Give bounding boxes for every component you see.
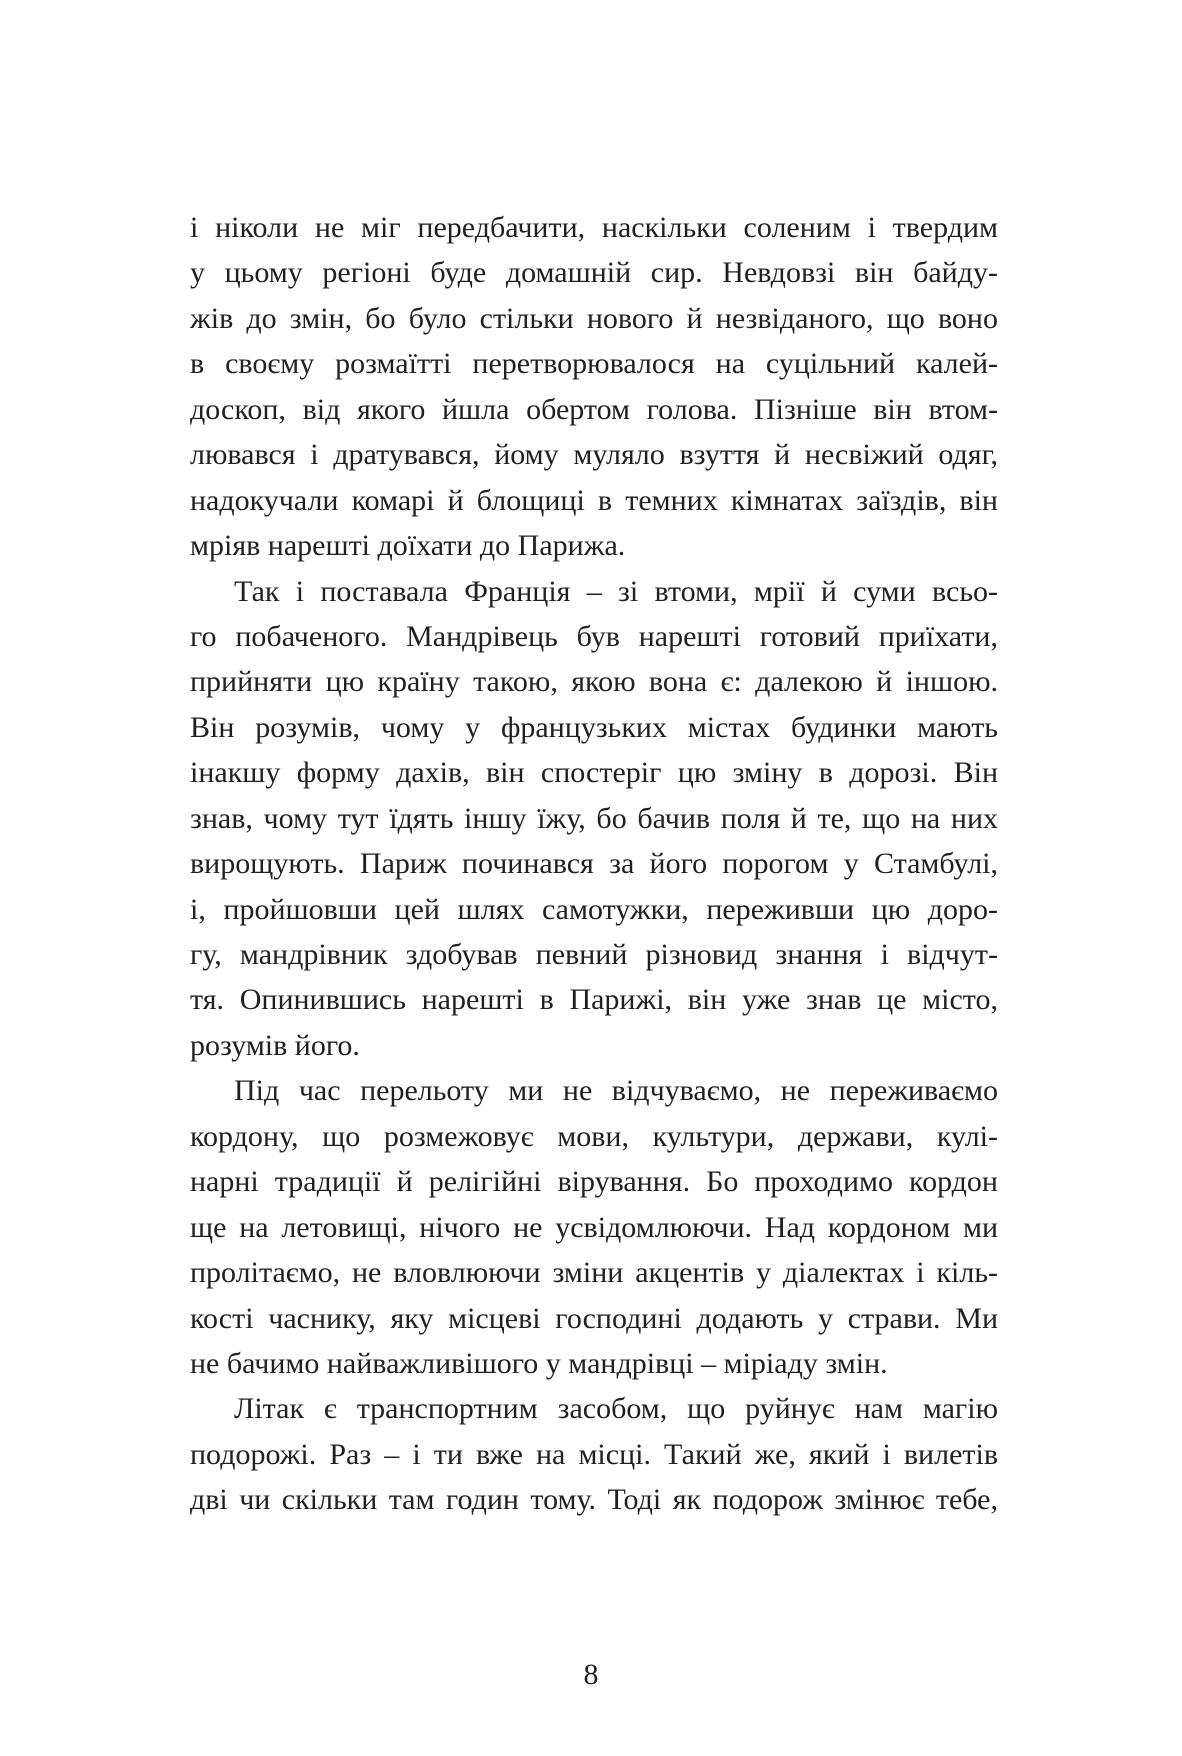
text-line: подорожі. Раз – і ти вже на місці. Такий же, який і вилетів (190, 1437, 998, 1471)
text-line: і, пройшовши цей шлях самотужки, переживши цю доро- (190, 892, 998, 926)
text-line: Під час перельоту ми не відчуваємо, не переживаємо (234, 1074, 998, 1108)
text-line: лювався і дратувався, йому муляло взуття й несвіжий одяг, (190, 438, 998, 472)
text-line: гу, мандрівник здобував певний різновид знання і відчут- (190, 938, 998, 971)
text-line: прийняти цю країну такою, якою вона є: далекою й іншою. (190, 665, 998, 699)
text-line: Літак є транспортним засобом, що руйнує нам магію (234, 1392, 998, 1426)
text-line: нарні традиції й релігійні вірування. Бо проходимо кордон (190, 1165, 998, 1199)
text-line: не бачимо найважливішого у мандрівці – міріаду змін. (190, 1346, 888, 1380)
text-line: тя. Опинившись нарешті в Парижі, він уже знав це місто, (190, 983, 998, 1017)
text-line: знав, чому тут їдять іншу їжу, бо бачив поля й те, що на них (190, 801, 998, 835)
text-line: і ніколи не міг передбачити, наскільки соленим і твердим (190, 211, 998, 244)
text-line: інакшу форму дахів, він спостеріг цю зміну в дорозі. Він (190, 756, 998, 790)
text-line: у цьому регіоні буде домашній сир. Невдовзі він байду- (190, 256, 998, 290)
text-line: дві чи скільки там годин тому. Тоді як подорож змінює тебе, (190, 1483, 998, 1517)
text-line: надокучали комарі й блощиці в темних кімнатах заїздів, він (190, 483, 998, 517)
text-line: в своєму розмаїтті перетворювалося на суцільний калей- (190, 347, 998, 381)
text-line: Він розумів, чому у французьких містах будинки мають (190, 710, 998, 744)
text-line: мріяв нарешті доїхати до Парижа. (190, 529, 626, 563)
text-line: вирощують. Париж починався за його порогом у Стамбулі, (190, 847, 998, 881)
text-line: доскоп, від якого йшла обертом голова. Пізніше він втом- (190, 392, 998, 426)
text-line: ще на летовищі, нічого не усвідомлюючи. Над кордоном ми (190, 1210, 998, 1244)
text-line: розумів його. (190, 1028, 360, 1062)
text-line: го побаченого. Мандрівець був нарешті готовий приїхати, (190, 619, 998, 653)
text-line: жів до змін, бо було стільки нового й незвіданого, що воно (190, 301, 998, 335)
body-text (190, 205, 998, 1523)
page-number: 8 (583, 1658, 599, 1691)
text-line: кості часнику, яку місцеві господині додають у страви. Ми (190, 1301, 998, 1335)
text-line: кордону, що розмежовує мови, культури, держави, кулі- (190, 1119, 998, 1153)
text-line: Так і поставала Франція – зі втоми, мрії й суми всьо- (234, 574, 998, 608)
text-line: пролітаємо, не вловлюючи зміни акцентів у діалектах і кіль- (190, 1256, 998, 1290)
